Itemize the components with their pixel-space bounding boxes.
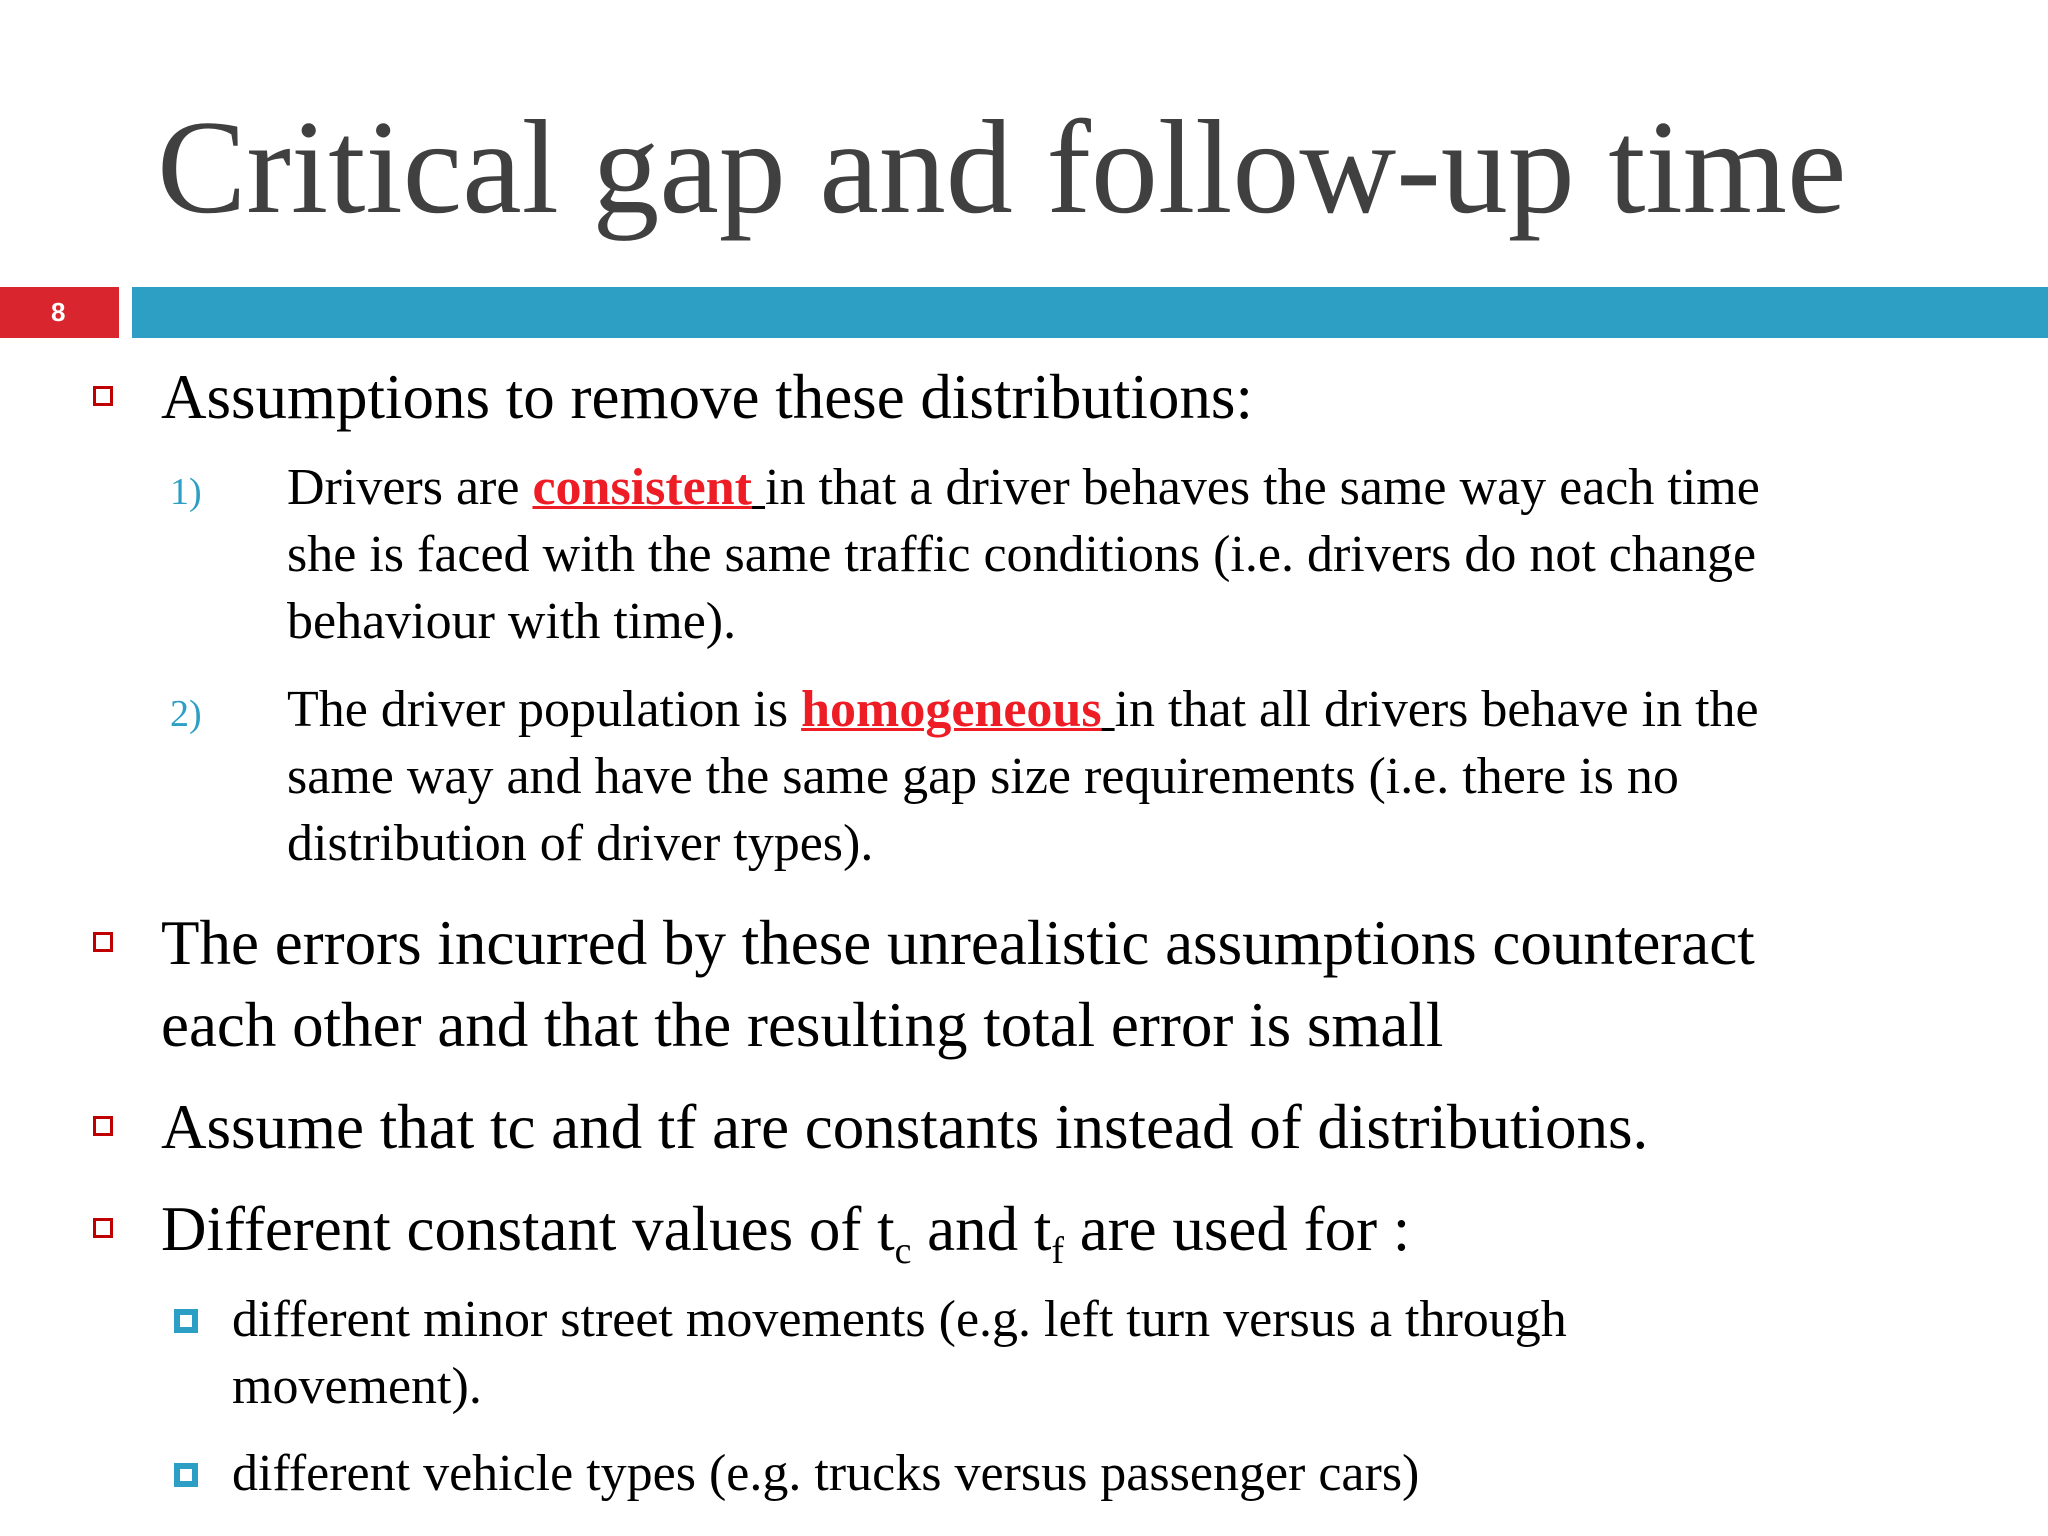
bullet-errors-line2: each other and that the resulting total error is small [161, 990, 1444, 1060]
slide-title: Critical gap and follow-up time [157, 93, 1847, 241]
sub-item-1-line1: Drivers are consistent in that a driver behaves the same way each time [287, 459, 1760, 516]
item-vehicle-types: different vehicle types (e.g. trucks versus passenger cars) [232, 1440, 1419, 1507]
square-bullet-icon [93, 1218, 113, 1238]
item-minor-street-movements-line2: movement). [232, 1358, 482, 1415]
keyword-homogeneous: homogeneous [801, 681, 1102, 738]
slide-number: 8 [51, 297, 66, 327]
sub-item-2-number: 2) [170, 693, 202, 735]
square-bullet-icon [174, 1463, 198, 1487]
accent-bar [132, 287, 2048, 338]
sub-item-1-number: 1) [170, 471, 202, 513]
item-minor-street-movements: different minor street movements (e.g. left turn versus a through [232, 1286, 1567, 1353]
square-bullet-icon [174, 1309, 198, 1333]
bullet-different-values: Different constant values of $t_c$ and $t_f$ are used for : [161, 1188, 1410, 1270]
bullet-assumptions: Assumptions to remove these distributions: [161, 356, 1253, 438]
sub-item-2-line2: same way and have the same gap size requirements (i.e. there is no [287, 748, 1679, 805]
bullet-errors: The errors incurred by these unrealistic assumptions counteract [161, 902, 1755, 984]
sub-item-1-line3: behaviour with time). [287, 593, 737, 650]
square-bullet-icon [93, 1116, 113, 1136]
keyword-consistent: consistent [532, 459, 752, 516]
sub-item-2-line1: The driver population is homogeneous in that all drivers behave in the [287, 681, 1759, 738]
sub-item-1-line2: she is faced with the same traffic conditions (i.e. drivers do not change [287, 526, 1757, 583]
bullet-constants: Assume that tc and tf are constants instead of distributions. [161, 1086, 1648, 1168]
slide-number-bar [0, 287, 119, 338]
sub-item-2-line3: distribution of driver types). [287, 815, 874, 872]
square-bullet-icon [93, 386, 113, 406]
square-bullet-icon [93, 932, 113, 952]
